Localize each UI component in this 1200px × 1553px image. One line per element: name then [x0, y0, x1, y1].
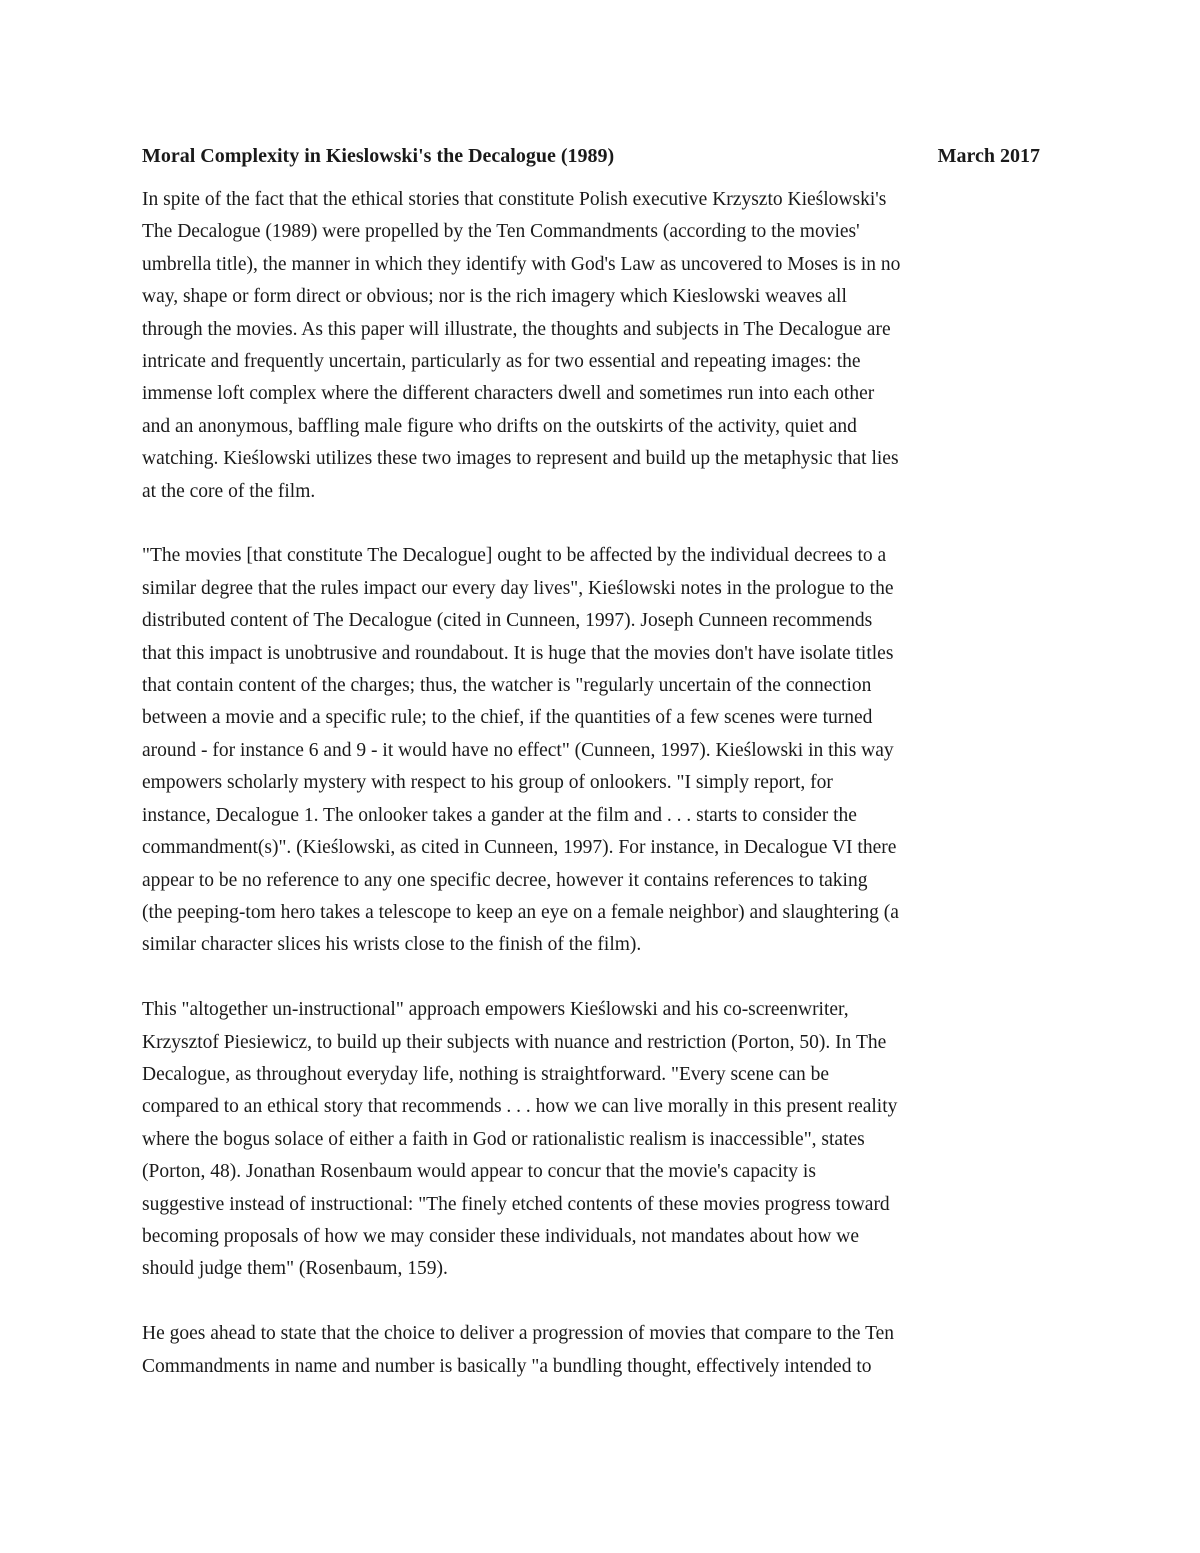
text-line: at the core of the film. — [142, 480, 316, 502]
text-line: empowers scholarly mystery with respect to his group of onlookers. "I simply report, for — [142, 772, 833, 794]
text-line: watching. Kieślowski utilizes these two images to represent and build up the metaphysic that lies — [142, 448, 899, 470]
text-line: and an anonymous, baffling male figure who drifts on the outskirts of the activity, quiet and — [142, 415, 857, 437]
text-line: In spite of the fact that the ethical stories that constitute Polish executive Krzyszto Kieślowski's — [142, 189, 887, 210]
text-line: umbrella title), the manner in which they identify with God's Law as uncovered to Moses is in no — [142, 253, 901, 275]
text-line: He goes ahead to state that the choice to deliver a progression of movies that compare to the Ten — [142, 1323, 895, 1345]
text-line: similar character slices his wrists close to the finish of the film). — [142, 934, 642, 956]
document-date: March 2017 — [937, 145, 1040, 167]
document-header — [142, 140, 1062, 172]
text-line: appear to be no reference to any one specific decree, however it contains references to taking — [142, 869, 868, 891]
text-line: "The movies [that constitute The Decalogue] ought to be affected by the individual decrees to a — [142, 545, 887, 567]
text-line: intricate and frequently uncertain, particularly as for two essential and repeating images: the — [142, 351, 861, 373]
text-line: becoming proposals of how we may consider these individuals, not mandates about how we — [142, 1225, 860, 1247]
text-line: Commandments in name and number is basically "a bundling thought, effectively intended to — [142, 1355, 872, 1377]
text-line: compared to an ethical story that recommends . . . how we can live morally in this present reality — [142, 1096, 898, 1118]
text-line: Decalogue, as throughout everyday life, nothing is straightforward. "Every scene can be — [142, 1063, 829, 1085]
text-line: (the peeping-tom hero takes a telescope to keep an eye on a female neighbor) and slaughtering (a — [142, 901, 899, 923]
text-line: should judge them" (Rosenbaum, 159). — [142, 1258, 448, 1280]
paragraph — [142, 1318, 1062, 1383]
text-line: This "altogether un-instructional" approach empowers Kieślowski and his co-screenwriter, — [142, 999, 849, 1021]
text-line: (Porton, 48). Jonathan Rosenbaum would appear to concur that the movie's capacity is — [142, 1161, 816, 1183]
text-line: around - for instance 6 and 9 - it would have no effect" (Cunneen, 1997). Kieślowski in this way — [142, 739, 894, 761]
text-line: through the movies. As this paper will illustrate, the thoughts and subjects in The Decalogue are — [142, 318, 891, 340]
text-line: between a movie and a specific rule; to the chief, if the quantities of a few scenes were turned — [142, 707, 873, 729]
text-line: distributed content of The Decalogue (cited in Cunneen, 1997). Joseph Cunneen recommends — [142, 610, 873, 632]
paragraph — [142, 184, 1062, 508]
document-title: Moral Complexity in Kieslowski's the Decalogue (1989) — [142, 145, 615, 167]
text-line: that this impact is unobtrusive and roundabout. It is huge that the movies don't have isolate titles — [142, 642, 894, 664]
text-line: similar degree that the rules impact our every day lives", Kieślowski notes in the prologue to the — [142, 577, 894, 599]
text-line: suggestive instead of instructional: "The finely etched contents of these movies progress toward — [142, 1193, 890, 1215]
document-page — [142, 140, 1062, 1415]
text-line: The Decalogue (1989) were propelled by the Ten Commandments (according to the movies' — [142, 221, 860, 243]
paragraph — [142, 994, 1062, 1286]
text-line: that contain content of the charges; thus, the watcher is "regularly uncertain of the connection — [142, 675, 872, 697]
text-line: Krzysztof Piesiewicz, to build up their subjects with nuance and restriction (Porton, 50). In The — [142, 1031, 887, 1053]
text-line: commandment(s)". (Kieślowski, as cited in Cunneen, 1997). For instance, in Decalogue VI there — [142, 837, 897, 859]
text-line: instance, Decalogue 1. The onlooker takes a gander at the film and . . . starts to consider the — [142, 804, 857, 826]
paragraph — [142, 540, 1062, 961]
text-line: way, shape or form direct or obvious; nor is the rich imagery which Kieslowski weaves all — [142, 286, 847, 308]
text-line: immense loft complex where the different characters dwell and sometimes run into each other — [142, 383, 875, 405]
document-body — [142, 184, 1062, 1383]
text-line: where the bogus solace of either a faith in God or rationalistic realism is inaccessible", states — [142, 1128, 865, 1150]
